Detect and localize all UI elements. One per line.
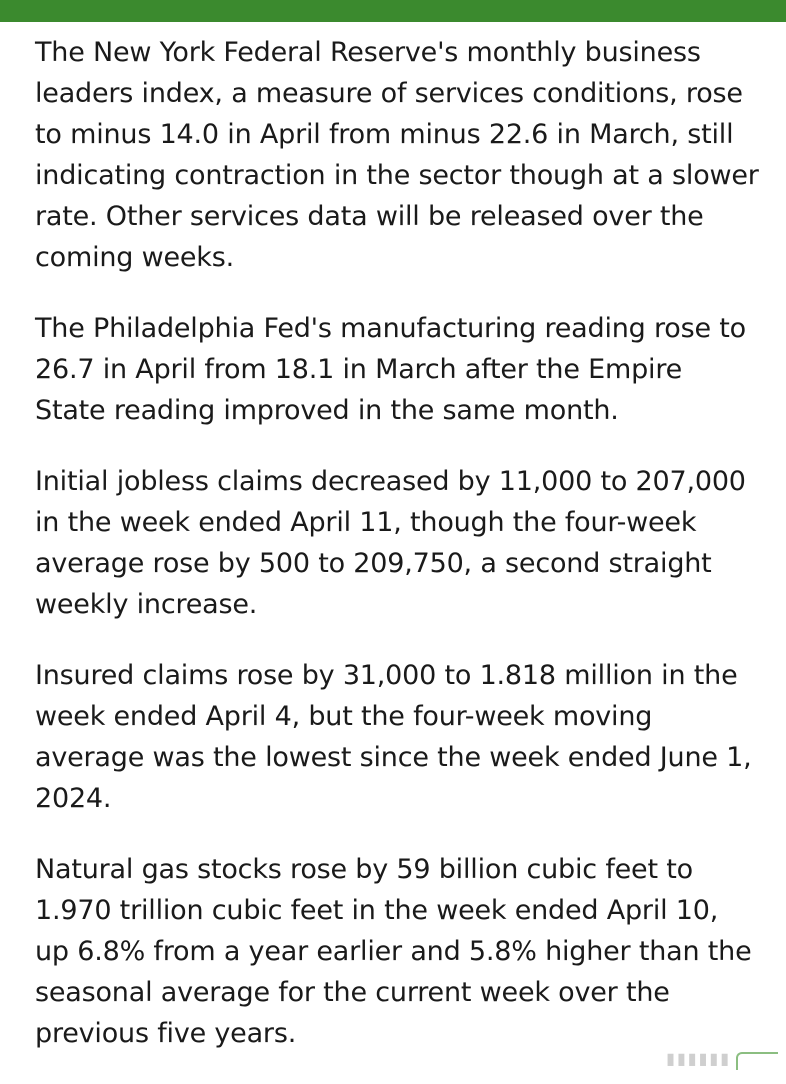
article-body — [35, 32, 760, 1084]
corner-bracket-icon — [736, 1052, 778, 1070]
header-accent-bar — [0, 0, 786, 22]
article-paragraph: Insured claims rose by 31,000 to 1.818 million in the week ended April 4, but the four-week moving average was the lowest since the week ended June 1, 2024. — [35, 660, 752, 814]
watermark-icon: ▮▮▮▮▮▮ — [666, 1049, 731, 1068]
article-paragraph: The New York Federal Reserve's monthly business leaders index, a measure of services conditions, rose to minus 14.0 in April from minus 22.6 in March, still indicating contraction in the sector though at a slower rate. Other services data will be released over the coming weeks. — [35, 37, 759, 273]
article-paragraph: The Philadelphia Fed's manufacturing reading rose to 26.7 in April from 18.1 in March after the Empire State reading improved in the same month. — [35, 313, 746, 426]
article-paragraph: Initial jobless claims decreased by 11,000 to 207,000 in the week ended April 11, though the four-week average rose by 500 to 209,750, a second straight weekly increase. — [35, 466, 746, 620]
article-paragraph: Natural gas stocks rose by 59 billion cubic feet to 1.970 trillion cubic feet in the week ended April 10, up 6.8% from a year earlier and 5.8% higher than the seasonal average for the current week over the previous five years. — [35, 854, 752, 1049]
